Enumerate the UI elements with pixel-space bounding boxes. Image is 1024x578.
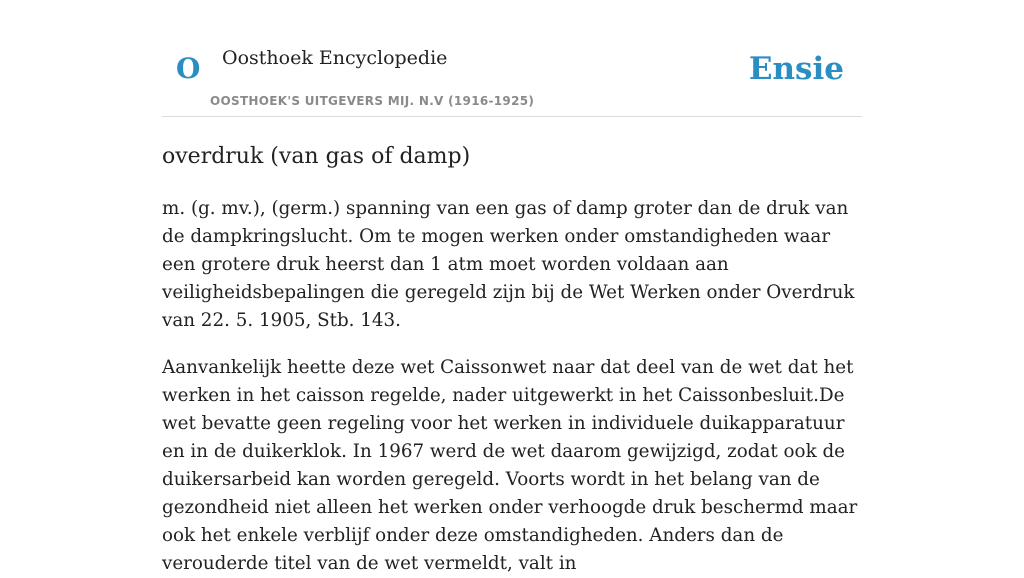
page: [162, 0, 862, 574]
source-logo[interactable]: O: [176, 52, 201, 85]
entry-title: overdruk (van gas of damp): [162, 144, 471, 169]
publisher-label: OOSTHOEK'S UITGEVERS MIJ. N.V (1916-1925): [210, 94, 535, 108]
ensie-logo[interactable]: Ensie: [748, 51, 844, 87]
entry-paragraph: m. (g. mv.), (germ.) spanning van een gas of damp groter dan de druk van de dampkringslucht. Om te mogen werken onder omstandigheden waar een grotere druk heerst dan 1 atm moet worden voldaan aan veiligheidsbepalingen die geregeld zijn bij de Wet Werken onder Overdruk van 22. 5. 1905, Stb. 143.: [162, 198, 855, 331]
header: [162, 0, 862, 117]
source-title[interactable]: Oosthoek Encyclopedie: [222, 47, 448, 69]
entry-paragraph: Aanvankelijk heette deze wet Caissonwet naar dat deel van de wet dat het werken in het caisson regelde, nader uitgewerkt in het Caissonbesluit.De wet bevatte geen regeling voor het werken in individuele duikapparatuur en in de duikerklok. In 1967 werd de wet daarom gewijzigd, zodat ook de duikersarbeid kan worden geregeld. Voorts wordt in het belang van de gezondheid niet alleen het werken onder verhoogde druk beschermd maar ook het enkele verblijf onder deze omstandigheden. Anders dan de verouderde titel van de wet vermeldt, valt in: [162, 357, 858, 574]
entry-body: [162, 195, 862, 578]
